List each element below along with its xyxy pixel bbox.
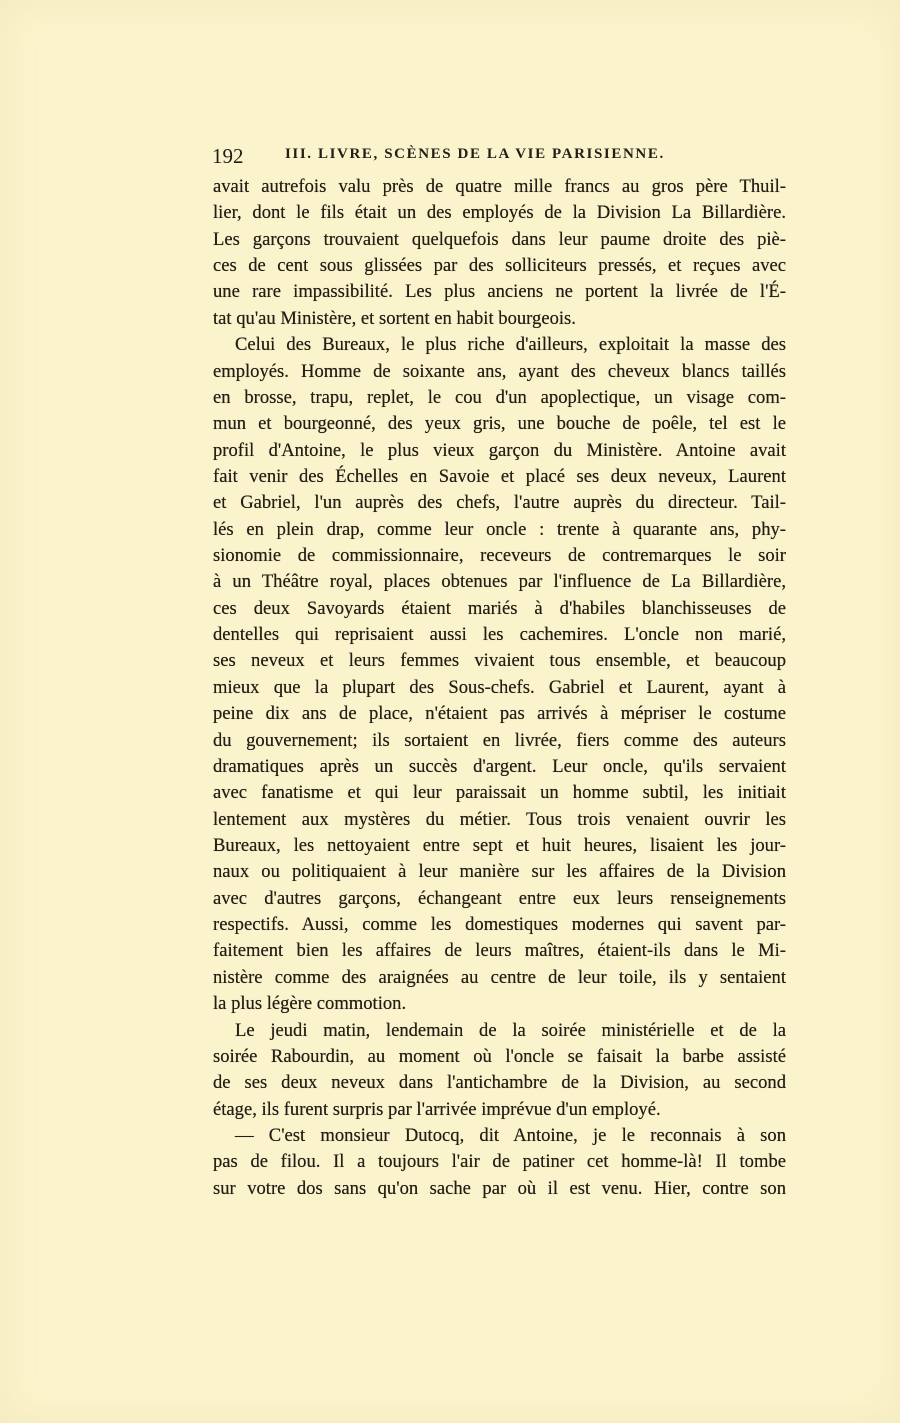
text-line: Celui des Bureaux, le plus riche d'ailleurs, exploitait la masse des [235,334,786,356]
text-line: fait venir des Échelles en Savoie et placé ses deux neveux, Laurent [213,465,786,487]
text-line: employés. Homme de soixante ans, ayant des cheveux blancs taillés [213,360,786,382]
running-title: III. LIVRE, SCÈNES DE LA VIE PARISIENNE. [285,146,665,162]
text-line: étage, ils furent surpris par l'arrivée imprévue d'un employé. [213,1098,661,1120]
text-line: ses neveux et leurs femmes vivaient tous ensemble, et beaucoup [213,650,786,672]
text-line: soirée Rabourdin, au moment où l'oncle se faisait la barbe assisté [213,1045,786,1067]
text-line: en brosse, trapu, replet, le cou d'un apoplectique, un visage com- [213,386,786,408]
text-line: lier, dont le fils était un des employés de la Division La Billardière. [213,202,786,224]
text-line: mun et bourgeonné, des yeux gris, une bouche de poêle, tel est le [213,413,786,435]
text-line: pas de filou. Il a toujours l'air de patiner cet homme-là! Il tombe [213,1151,786,1173]
text-line: de ses deux neveux dans l'antichambre de la Division, au second [213,1072,786,1094]
text-line: lentement aux mystères du métier. Tous trois venaient ouvrir les [213,808,786,830]
text-line: dramatiques après un succès d'argent. Leur oncle, qu'ils servaient [213,755,786,777]
text-line: une rare impassibilité. Les plus anciens ne portent la livrée de l'É- [213,281,786,303]
text-line: peine dix ans de place, n'étaient pas arrivés à mépriser le costume [213,703,786,725]
text-line: avec d'autres garçons, échangeant entre eux leurs renseignements [213,887,786,909]
text-line: du gouvernement; ils sortaient en livrée, fiers comme des auteurs [213,729,786,751]
text-line: Les garçons trouvaient quelquefois dans leur paume droite des piè- [213,228,786,250]
page-number: 192 [212,144,244,168]
text-line: tat qu'au Ministère, et sortent en habit bourgeois. [213,307,576,329]
text-line: respectifs. Aussi, comme les domestiques modernes qui savent par- [213,914,786,936]
text-line: et Gabriel, l'un auprès des chefs, l'autre auprès du directeur. Tail- [213,492,786,514]
text-line: — C'est monsieur Dutocq, dit Antoine, je le reconnais à son [235,1124,786,1146]
page-header [212,144,708,170]
text-line: nistère comme des araignées au centre de leur toile, ils y sentaient [213,966,786,988]
text-line: lés en plein drap, comme leur oncle : trente à quarante ans, phy- [213,518,786,540]
text-line: Le jeudi matin, lendemain de la soirée ministérielle et de la [235,1019,786,1041]
text-line: ces de cent sous glissées par des solliciteurs pressés, et reçues avec [213,255,786,277]
text-line: naux ou politiquaient à leur manière sur les affaires de la Division [213,861,786,883]
text-line: dentelles qui reprisaient aussi les cachemires. L'oncle non marié, [213,624,786,646]
text-line: avait autrefois valu près de quatre mille francs au gros père Thuil- [213,176,786,197]
text-line: faitement bien les affaires de leurs maîtres, étaient-ils dans le Mi- [213,940,786,962]
text-line: Bureaux, les nettoyaient entre sept et huit heures, lisaient les jour- [213,834,786,856]
text-line: la plus légère commotion. [213,993,407,1015]
text-line: profil d'Antoine, le plus vieux garçon du Ministère. Antoine avait [213,439,786,461]
text-line: sur votre dos sans qu'on sache par où il est venu. Hier, contre son [213,1177,786,1199]
text-line: avec fanatisme et qui leur paraissait un homme subtil, les initiait [213,782,786,804]
text-line: ces deux Savoyards étaient mariés à d'habiles blanchisseuses de [213,597,786,619]
text-line: mieux que la plupart des Sous-chefs. Gabriel et Laurent, ayant à [213,676,786,698]
text-line: à un Théâtre royal, places obtenues par l'influence de La Billardière, [213,571,786,593]
body-text [213,174,786,1202]
text-line: sionomie de commissionnaire, receveurs de contremarques le soir [213,545,786,567]
